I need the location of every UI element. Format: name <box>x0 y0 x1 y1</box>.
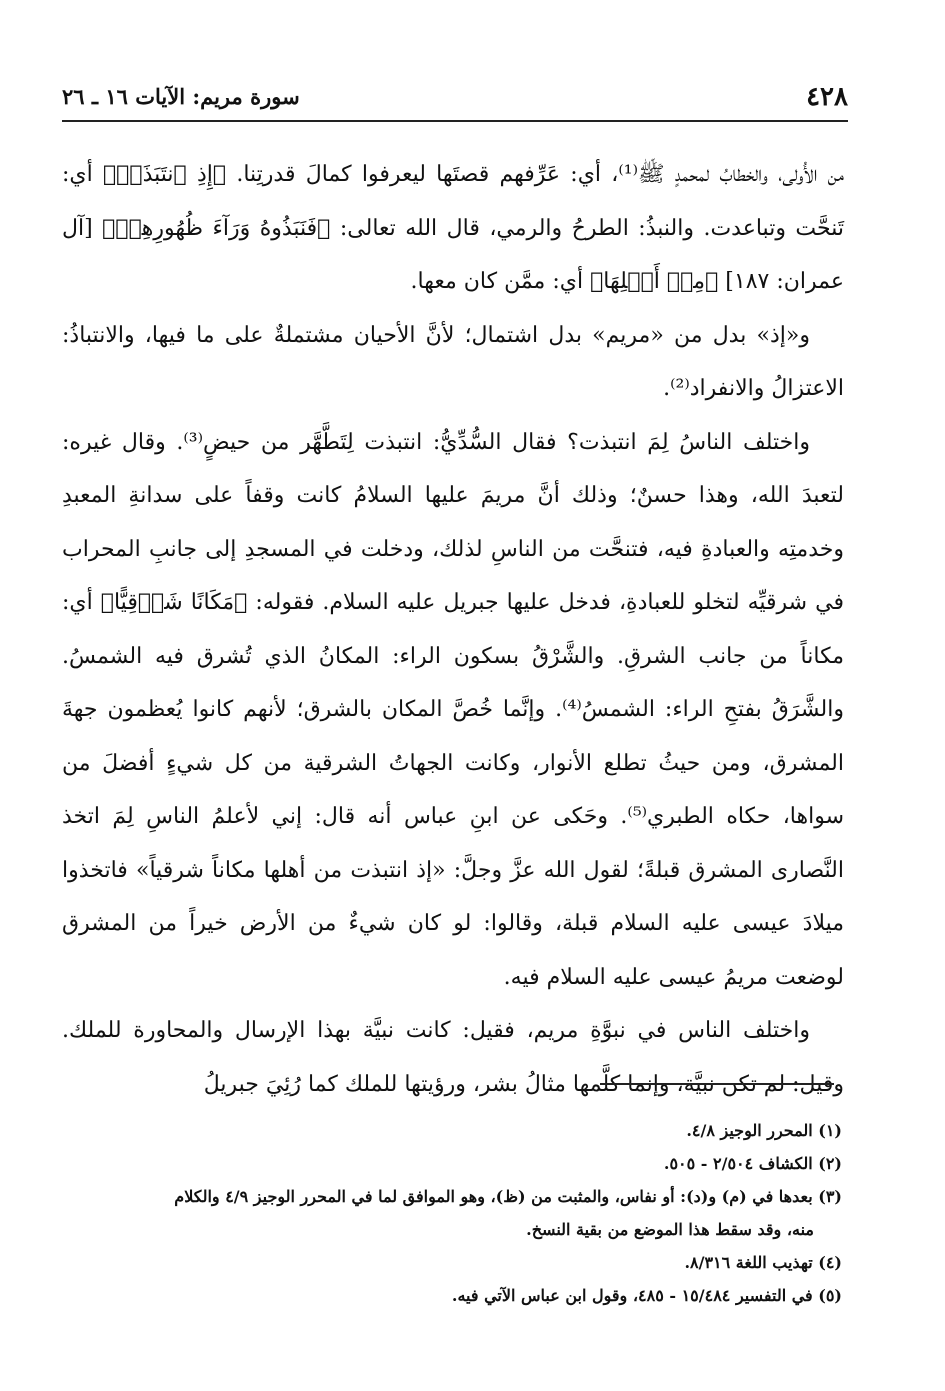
footnote-continuation: منه، وقد سقط هذا الموضع من بقية النسخ. <box>526 1220 814 1239</box>
footnote: (٥) في التفسير ١٥/٤٨٤ - ٤٨٥، وقول ابن عباس الآتي فيه. <box>451 1286 842 1305</box>
footnote-separator <box>600 1083 834 1085</box>
footnote: (٢) الكشاف ٢/٥٠٤ - ٥٠٥. <box>663 1154 842 1173</box>
footnote: (٣) بعدها في (م) و(د): أو نفاس، والمثبت من (ظ)، وهو الموافق لما في المحرر الوجيز ٤/٩ والكلام <box>174 1187 842 1206</box>
page-number: ٤٢٨ <box>806 82 848 112</box>
page-header <box>62 78 848 122</box>
paragraph: واختلف الناسُ لِمَ انتبذت؟ فقال السُّدِّيُّ: انتبذت لِتَطَّهَّر من حيضٍ⁽³⁾. وقال غيره: لتعبدَ الله، وهذا حسنٌ؛ وذلك أنَّ مريمَ عليها السلامُ كانت وقفاً على سدانةِ المعبدِ وخدمتِه والعبادةِ فيه، فتنحَّت من الناسِ لذلك، ودخلت في المسجدِ إلى جانبِ المحراب في شرقيِّه لتخلو للعبادةِ، فدخل عليها جبريل عليه السلام. فقوله: ﴿مَكَانًا شَرۡقِيًّا﴾ أي: مكاناً من جانب الشرقِ. والشَّرْقُ بسكون الراء: المكانُ الذي تُشرق فيه الشمسُ. والشَّرَقُ بفتحِ الراء: الشمسُ⁽⁴⁾. وإنَّما خُصَّ المكان بالشرق؛ لأنهم كانوا يُعظمون جهةَ المشرق، ومن حيثُ تطلع الأنوار، وكانت الجهاتُ الشرقية من كل شيءٍ أفضلَ من سواها، حكاه الطبري⁽⁵⁾. وحَكى عن ابنِ عباس أنه قال: إني لأعلمُ الناسِ لِمَ اتخذ النَّصارى المشرق قبلةً؛ لقول الله عزَّ وجلَّ: «إذ انتبذت من أهلها مكاناً شرقياً» فاتخذوا ميلادَ عيسى عليه السلام قبلة، وقالوا: لو كان شيءٌ من الأرض خيراً من المشرق لوضعت مريمُ عيسى عليه السلام فيه. <box>62 429 845 990</box>
body-text <box>62 148 844 1111</box>
footnote: (١) المحرر الوجيز ٤/٨. <box>686 1121 842 1140</box>
running-title: سورة مريم: الآيات ١٦ ـ ٢٦ <box>62 84 300 109</box>
footnote: (٤) تهذيب اللغة ٨/٣١٦. <box>684 1253 842 1272</box>
footnotes <box>30 1114 842 1312</box>
paragraph: من الأُولى، والخطابُ لمحمدٍ ﷺ⁽¹⁾، أي: عَرِّفهم قصتَها ليعرفوا كمالَ قدرتِنا. ﴿إِذِ ٱنتَبَذَتۡ﴾ أي: تَنحَّت وتباعدت. والنبذُ: الطرحُ والرمي، قال الله تعالى: ﴿فَنَبَذُوهُ وَرَآءَ ظُهُورِهِمۡ﴾ [آل عمران: ١٨٧] ﴿مِنۡ أَهۡلِهَا﴾ أي: ممَّن كان معها. <box>62 162 844 294</box>
paragraph: واختلف الناس في نبوَّةِ مريم، فقيل: كانت نبيَّة بهذا الإرسال والمحاورة للملك. وقيل: لم تكن نبيَّة، وإنما كلَّمها مثالُ بشر، ورؤيتها للملك كما رُئِيَ جبريلُ <box>62 1018 844 1097</box>
paragraph: و«إذ» بدل من «مريم» بدل اشتمال؛ لأنَّ الأحيان مشتملةٌ على ما فيها، والانتباذُ: الاعتزالُ والانفراد⁽²⁾. <box>62 322 844 401</box>
